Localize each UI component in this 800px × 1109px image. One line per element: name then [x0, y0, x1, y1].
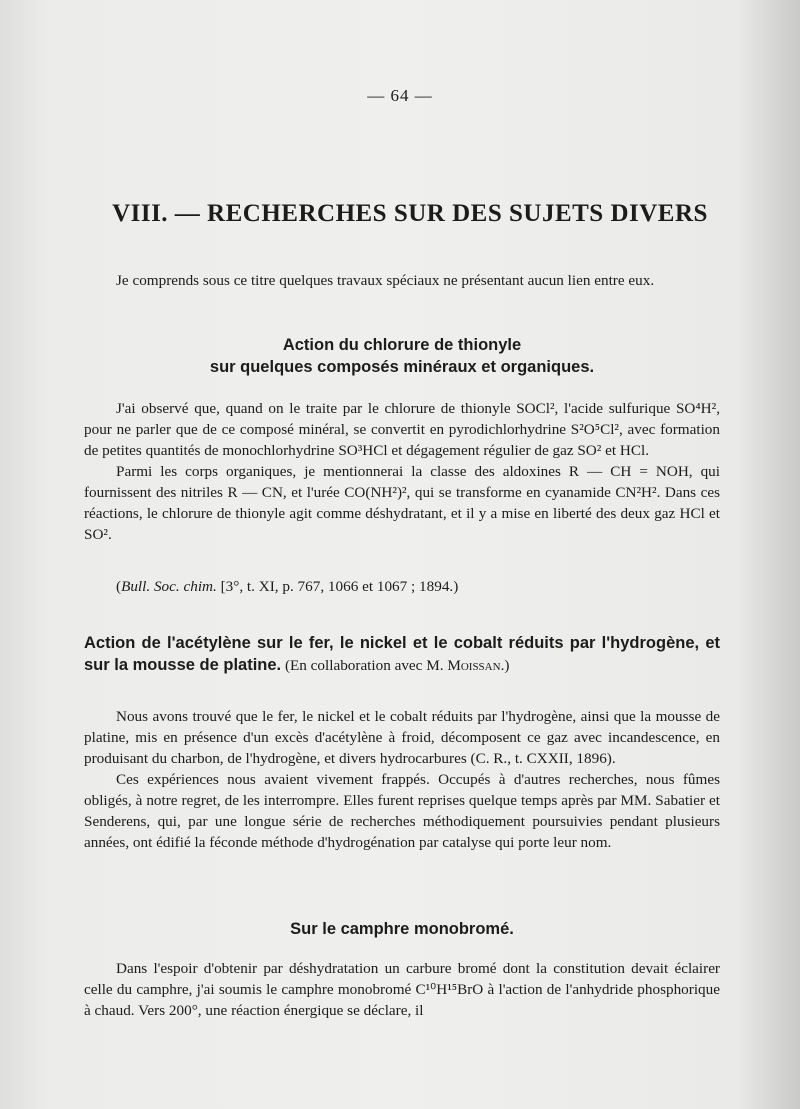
section-2-collab-name: Moissan — [447, 657, 501, 674]
section-1-body — [84, 398, 720, 545]
section-3-body — [84, 958, 720, 1021]
section-2-paragraph-1: Nous avons trouvé que le fer, le nickel et le cobalt réduits par l'hydrogène, ainsi que la mousse de platine, mis en présence d'un excès d'acétylène à froid, décomposent ce gaz avec incandescence, en produisant du charbon, de l'hydrogène, et divers hydrocarbures (C. R., t. CXXII, 1896). — [84, 708, 720, 767]
page-number: — 64 — — [367, 86, 433, 105]
section-1-paragraph-2: Parmi les corps organiques, je mentionnerai la classe des aldoxines R — CH = NOH, qui fournissent des nitriles R — CN, et l'urée CO(NH²)², qui se transforme en cyanamide CN²H². Dans ces réactions, le chlorure de thionyle agit comme déshydratant, et il y a mise en liberté des deux gaz HCl et SO². — [84, 463, 720, 543]
section-1-paragraph-1: J'ai observé que, quand on le traite par le chlorure de thionyle SOCl², l'acide sulfurique SO⁴H², pour ne parler que de ce composé minéral, se convertit en pyrodichlorhydrine S²O⁵Cl², avec formation de petites quantités de monochlorhydrine SO³HCl et dégagement régulier de gaz SO² et HCl. — [84, 400, 720, 459]
chapter-title: VIII. — RECHERCHES SUR DES SUJETS DIVERS — [112, 200, 708, 227]
section-3-title: Sur le camphre monobromé. — [290, 920, 514, 938]
section-1-reference — [116, 576, 716, 597]
intro-paragraph: Je comprends sous ce titre quelques travaux spéciaux ne présentant aucun lien entre eux. — [116, 272, 655, 289]
section-2 — [84, 632, 720, 677]
section-2-body — [84, 706, 720, 853]
section-1 — [84, 334, 720, 378]
section-3-paragraph-1: Dans l'espoir d'obtenir par déshydratation un carbure bromé dont la constitution devait éclairer celle du camphre, j'ai soumis le camphre monobromé C¹⁰H¹⁵BrO à l'action de l'anhydride phosphorique à chaud. Vers 200°, une réaction énergique se déclare, il — [84, 960, 720, 1019]
section-2-collab-prefix: (En collaboration avec M. — [281, 657, 448, 674]
section-1-title-line1: Action du chlorure de thionyle — [282, 336, 522, 354]
section-1-title-line2: sur quelques composés minéraux et organiques. — [209, 358, 595, 376]
section-2-title — [84, 632, 720, 677]
reference-journal: Bull. Soc. chim. — [121, 578, 217, 595]
section-3 — [84, 918, 720, 940]
intro-block — [84, 270, 720, 291]
section-2-collab-suffix: .) — [500, 657, 510, 674]
section-2-paragraph-2: Ces expériences nous avaient vivement frappés. Occupés à d'autres recherches, nous fûmes obligés, à notre regret, de les interrompre. Elles furent reprises quelque temps après par MM. Sabatier et Senderens, qui, par une longue série de recherches méthodiquement poursuivies pendant plusieurs années, ont édifié la féconde méthode d'hydrogénation par catalyse qui porte leur nom. — [84, 771, 720, 851]
section-2-title-text: Action de l'acétylène sur le fer, le nickel et le cobalt réduits par l'hydrogène, et sur la mousse de platine. — [84, 634, 720, 674]
reference-open-paren: ( — [116, 578, 122, 595]
reference-details: [3°, t. XI, p. 767, 1066 et 1067 ; 1894.) — [216, 578, 459, 595]
